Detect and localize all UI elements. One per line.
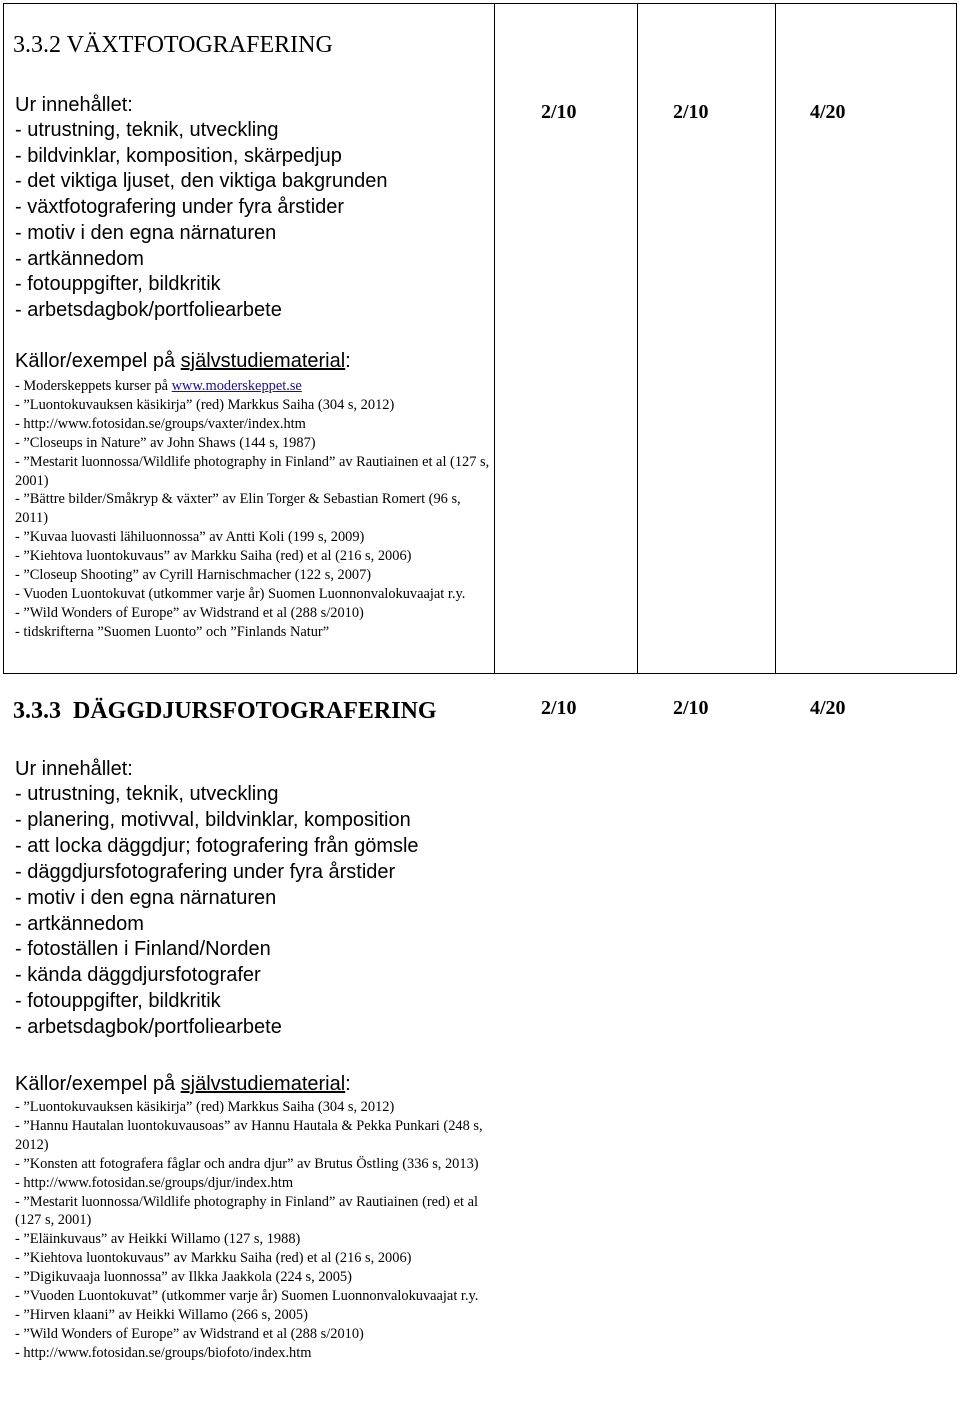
contents-item: - utrustning, teknik, utveckling [15,119,279,141]
section-title: 3.3.3 DÄGGDJURSFOTOGRAFERING [13,698,437,724]
score-col-2: 2/10 [673,697,709,719]
table-left-border [3,3,4,674]
section-title: 3.3.2 VÄXTFOTOGRAFERING [13,32,333,58]
source-item: - http://www.fotosidan.se/groups/vaxter/index.htm [15,415,306,432]
sources-block [15,1098,490,1363]
contents-item: - växtfotografering under fyra årstider [15,196,345,219]
table-bottom-border [3,673,957,674]
contents-item: - planering, motivval, bildvinklar, komposition [15,808,411,831]
sources-heading: Källor/exempel på självstudiematerial: [15,350,351,372]
source-item: - ”Mestarit luonnossa/Wildlife photography in Finland” av Rautiainen et al (127 s, 2001) [15,453,490,489]
contents-item: - kända däggdjursfotografer [15,964,261,987]
contents-item: - arbetsdagbok/portfoliearbete [15,1016,282,1039]
contents-item: - bildvinklar, komposition, skärpedjup [15,144,342,167]
source-item: - ”Mestarit luonnossa/Wildlife photography in Finland” av Rautiainen (red) et al (127 s, 2001) [15,1193,478,1229]
source-item: - ”Luontokuvauksen käsikirja” (red) Markkus Saiha (304 s, 2012) [15,396,395,413]
source-item: - ”Closeup Shooting” av Cyrill Harnischmacher (122 s, 2007) [15,567,372,584]
column-divider-2 [637,3,638,674]
contents-item: - fotouppgifter, bildkritik [15,990,221,1013]
source-item: - ”Bättre bilder/Småkryp & växter” av Elin Torger & Sebastian Romert (96 s, 2011) [15,491,461,527]
contents-item: - fotouppgifter, bildkritik [15,273,221,296]
score-col-3: 4/20 [810,101,846,123]
sources-list [15,377,490,642]
source-item: - ”Luontokuvauksen käsikirja” (red) Markkus Saiha (304 s, 2012) [15,1099,395,1115]
contents-item: - att locka däggdjur; fotografering från gömsle [15,834,419,857]
contents-item: - däggdjursfotografering under fyra årstider [15,860,396,883]
score-col-2: 2/10 [673,101,709,123]
contents-item: - fotoställen i Finland/Norden [15,938,271,961]
sources-heading: Källor/exempel på självstudiematerial: [15,1073,351,1095]
contents-list [15,118,485,324]
sources-block [15,377,490,642]
source-item: - ”Kiehtova luontokuvaus” av Markku Saiha (red) et al (216 s, 2006) [15,548,412,565]
contents-item: - motiv i den egna närnaturen [15,886,277,909]
self-study-link[interactable]: självstudiematerial [180,350,346,372]
table-right-border [956,3,957,674]
source-item: - ”Kiehtova luontokuvaus” av Markku Saiha (red) et al (216 s, 2006) [15,1250,412,1267]
source-item: - ”Konsten att fotografera fåglar och andra djur” av Brutus Östling (336 s, 2013) [15,1155,479,1172]
source-item: - tidskrifterna ”Suomen Luonto” och ”Finlands Natur” [15,623,330,640]
source-item: - ”Kuvaa luovasti lähiluonnossa” av Antti Koli (199 s, 2009) [15,529,365,546]
contents-item: - artkännedom [15,247,144,270]
contents-block [15,756,505,1041]
contents-item: - det viktiga ljuset, den viktiga bakgrunden [15,170,388,193]
contents-list [15,782,505,1041]
source-item: - Moderskeppets kurser på www.moderskeppet.se [15,378,302,394]
source-item: - ”Hannu Hautalan luontokuvausoas” av Hannu Hautala & Pekka Punkari (248 s, 2012) [15,1117,483,1153]
contents-heading: Ur innehållet: [15,758,133,780]
contents-item: - utrustning, teknik, utveckling [15,783,279,805]
source-item: - ”Vuoden Luontokuvat” (utkommer varje år) Suomen Luonnonvalokuvaajat r.y. [15,1288,479,1305]
source-item: - ”Wild Wonders of Europe” av Widstrand et al (288 s/2010) [15,604,364,621]
source-item: - http://www.fotosidan.se/groups/djur/index.htm [15,1174,294,1191]
score-col-1: 2/10 [541,101,577,123]
moderskeppet-link[interactable]: www.moderskeppet.se [171,378,302,394]
self-study-link[interactable]: självstudiematerial [180,1073,346,1095]
contents-heading: Ur innehållet: [15,94,133,116]
column-divider-3 [775,3,776,674]
source-item: - Vuoden Luontokuvat (utkommer varje år) Suomen Luonnonvalokuvaajat r.y. [15,585,466,602]
source-item: - ”Digikuvaaja luonnossa” av Ilkka Jaakkola (224 s, 2005) [15,1269,352,1286]
score-col-1: 2/10 [541,697,577,719]
source-item: - ”Closeups in Nature” av John Shaws (144 s, 1987) [15,434,316,451]
source-item: - ”Wild Wonders of Europe” av Widstrand et al (288 s/2010) [15,1325,364,1342]
contents-block [15,92,485,324]
table-top-border [3,3,957,4]
contents-item: - arbetsdagbok/portfoliearbete [15,298,282,321]
sources-list [15,1098,490,1363]
score-col-3: 4/20 [810,697,846,719]
source-item: - ”Hirven klaani” av Heikki Willamo (266 s, 2005) [15,1306,308,1323]
contents-item: - motiv i den egna närnaturen [15,221,277,244]
contents-item: - artkännedom [15,912,144,935]
source-item: - ”Eläinkuvaus” av Heikki Willamo (127 s, 1988) [15,1231,301,1248]
column-divider-1 [494,3,495,674]
source-item: - http://www.fotosidan.se/groups/biofoto/index.htm [15,1344,312,1361]
